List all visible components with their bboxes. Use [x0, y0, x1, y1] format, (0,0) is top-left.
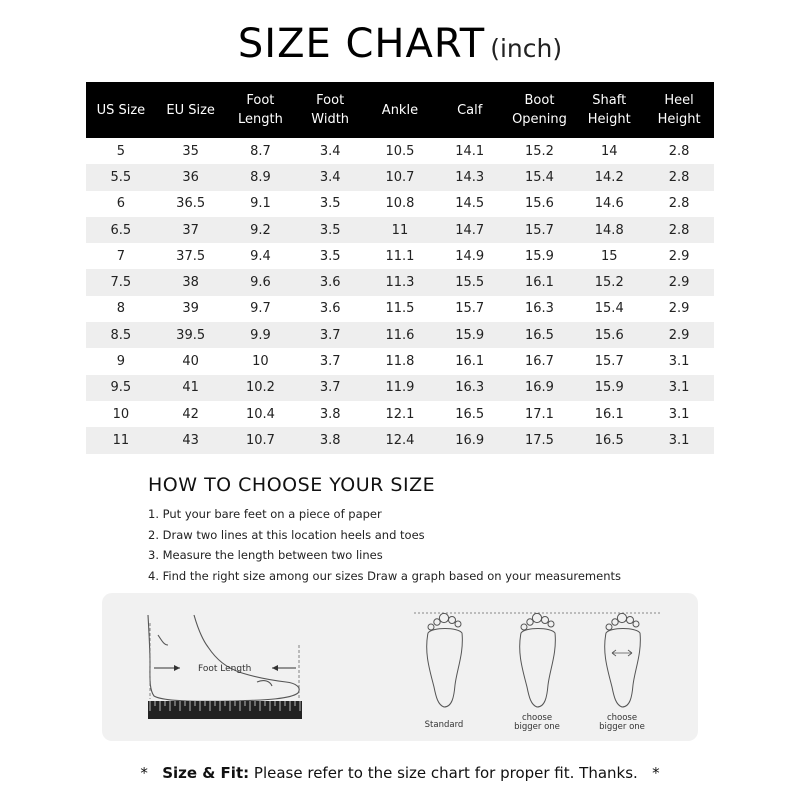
howto-steps [148, 504, 621, 586]
howto-step: 1. Put your bare feet on a piece of paper [148, 507, 382, 521]
table-cell: 3.5 [319, 196, 341, 212]
table-cell: 8 [116, 301, 126, 317]
table-cell: 15.7 [594, 354, 624, 370]
table-cell: 11.5 [385, 301, 415, 317]
table-row [86, 348, 714, 374]
table-cell: 41 [156, 375, 226, 401]
table-cell: 39.5 [156, 322, 226, 348]
column-header-line: Length [237, 112, 283, 127]
table-cell: 3.7 [319, 354, 341, 370]
table-row [86, 164, 714, 190]
table-cell: 38 [156, 269, 226, 295]
table-cell: 3.6 [295, 269, 365, 295]
column-header [574, 82, 644, 138]
table-cell: 3.6 [319, 301, 341, 317]
size-chart-table [86, 82, 714, 454]
column-header [365, 82, 435, 138]
table-row [86, 217, 714, 243]
measure-diagram [102, 593, 698, 741]
table-body [86, 138, 714, 454]
column-header-line: Height [587, 112, 631, 127]
foot-length-arrow-left [154, 665, 180, 671]
table-cell: 15.6 [574, 322, 644, 348]
table-cell: 16.5 [505, 322, 575, 348]
column-header-line: Foot [316, 93, 345, 108]
column-header [644, 82, 714, 138]
table-cell: 9.4 [250, 248, 271, 264]
table-cell: 16.3 [525, 301, 554, 317]
table-cell: 17.5 [505, 427, 575, 453]
foot-label-line: choose [606, 713, 638, 723]
table-cell: 3.1 [644, 375, 714, 401]
table-cell: 36 [156, 164, 226, 190]
footer-label: Size & Fit: [162, 764, 250, 782]
table-cell: 39 [182, 301, 199, 317]
table-cell: 2.9 [668, 248, 690, 264]
column-header [295, 82, 365, 138]
column-header-line: Heel [664, 93, 694, 108]
table-cell: 15.5 [435, 269, 505, 295]
table-cell: 15 [600, 248, 618, 264]
table-cell: 8.9 [226, 164, 296, 190]
footer-star-right: * [652, 764, 660, 782]
table-cell: 3.5 [319, 248, 341, 264]
table-cell: 9.9 [226, 322, 296, 348]
table-row [86, 375, 714, 401]
table-cell: 3.4 [295, 164, 365, 190]
table-cell: 14.2 [574, 164, 644, 190]
column-header-line: Opening [512, 112, 567, 127]
table-cell: 3.1 [668, 406, 690, 422]
howto-step: 3. Measure the length between two lines [148, 548, 383, 562]
table-cell: 15.9 [574, 375, 644, 401]
column-header-line: Shaft [592, 93, 627, 108]
table-cell: 8.5 [86, 322, 156, 348]
table-cell: 9.6 [226, 269, 296, 295]
table-row [86, 243, 714, 269]
footprint-bigger-one [605, 613, 641, 707]
column-header [86, 82, 156, 138]
column-header-line: EU Size [166, 102, 215, 118]
column-header-line: Foot [246, 93, 275, 108]
table-row [86, 191, 714, 217]
table-cell: 3.8 [319, 406, 341, 422]
table-cell: 7.5 [86, 269, 156, 295]
table-cell: 12.1 [385, 406, 415, 422]
table-cell: 2.9 [668, 301, 690, 317]
table-cell: 9.7 [250, 301, 271, 317]
table-row [86, 296, 714, 322]
table-cell: 11.6 [365, 322, 435, 348]
ruler [148, 701, 302, 719]
table-cell: 9.1 [250, 196, 271, 212]
column-header-line: US Size [96, 102, 146, 118]
table-cell: 10.7 [226, 427, 296, 453]
table-cell: 2.8 [668, 196, 690, 212]
table-cell: 14.7 [435, 217, 505, 243]
footer-star-left: * [140, 764, 148, 782]
table-cell: 7 [116, 248, 126, 264]
table-cell: 42 [182, 406, 199, 422]
table-cell: 11 [86, 427, 156, 453]
table-cell: 9 [116, 354, 126, 370]
table-cell: 9.2 [226, 217, 296, 243]
table-cell: 10.7 [365, 164, 435, 190]
footer-note [0, 764, 800, 782]
table-cell: 10 [252, 354, 269, 370]
table-cell: 10.8 [385, 196, 415, 212]
table-cell: 15.2 [574, 269, 644, 295]
table-cell: 37 [156, 217, 226, 243]
table-cell: 5 [116, 143, 126, 159]
table-cell: 10.4 [245, 406, 275, 422]
table-cell: 16.5 [455, 406, 485, 422]
foot-label-line: choose [521, 713, 553, 723]
foot-label-standard: Standard [424, 720, 464, 730]
howto-title: HOW TO CHOOSE YOUR SIZE [148, 474, 436, 496]
column-header-line: Ankle [381, 102, 419, 118]
table-row [86, 269, 714, 295]
table-cell: 11.3 [365, 269, 435, 295]
table-cell: 6 [116, 196, 126, 212]
column-header [156, 82, 226, 138]
table-cell: 15.2 [525, 143, 554, 159]
side-foot-illustration [148, 615, 299, 701]
table-cell: 3.1 [644, 427, 714, 453]
table-cell: 16.1 [594, 406, 624, 422]
table-cell: 8.7 [250, 143, 271, 159]
table-cell: 15.7 [455, 301, 485, 317]
table-cell: 15.9 [435, 322, 505, 348]
table-cell: 15.4 [594, 301, 624, 317]
table-cell: 11.8 [385, 354, 415, 370]
table-cell: 15.9 [525, 248, 554, 264]
table-row [86, 138, 714, 164]
table-cell: 3.4 [319, 143, 341, 159]
table-cell: 12.4 [365, 427, 435, 453]
table-row [86, 427, 714, 453]
table-cell: 14.8 [574, 217, 644, 243]
table-cell: 3.1 [668, 354, 690, 370]
table-cell: 2.9 [644, 322, 714, 348]
table-cell: 16.1 [455, 354, 485, 370]
title-main: SIZE CHART [237, 21, 486, 67]
table-cell: 14.6 [594, 196, 624, 212]
table-cell: 17.1 [525, 406, 554, 422]
foot-length-arrow-right [272, 665, 296, 671]
table-cell: 6.5 [86, 217, 156, 243]
table-cell: 15.6 [525, 196, 554, 212]
column-header-line: Width [311, 112, 350, 127]
column-header-line: Height [657, 112, 701, 127]
column-header [505, 82, 575, 138]
column-header-line: Calf [457, 102, 483, 118]
column-header-line: Boot [524, 93, 555, 108]
page-title [0, 18, 800, 78]
table-cell: 43 [156, 427, 226, 453]
table-cell: 3.5 [295, 217, 365, 243]
foot-label-line: bigger one [599, 722, 645, 732]
table-cell: 2.8 [644, 217, 714, 243]
table-cell: 14.9 [455, 248, 485, 264]
table-cell: 15.7 [505, 217, 575, 243]
table-cell: 15.4 [505, 164, 575, 190]
howto-step: 4. Find the right size among our sizes Draw a graph based on your measurements [148, 568, 621, 583]
measure-diagram-panel [102, 593, 698, 741]
table-header-row [86, 82, 714, 138]
column-header [226, 82, 296, 138]
foot-length-label: Foot Length [198, 664, 252, 674]
table-cell: 16.3 [435, 375, 505, 401]
table-cell: 14 [600, 143, 618, 159]
table-cell: 3.8 [295, 427, 365, 453]
column-header [435, 82, 505, 138]
table-cell: 3.7 [295, 375, 365, 401]
table-cell: 2.8 [644, 164, 714, 190]
width-arrow [612, 650, 632, 656]
table-cell: 11 [365, 217, 435, 243]
table-row [86, 401, 714, 427]
table-cell: 2.9 [644, 269, 714, 295]
table-cell: 9.5 [86, 375, 156, 401]
footprint-bigger-one [520, 613, 556, 707]
table-cell: 11.9 [365, 375, 435, 401]
table-cell: 16.7 [525, 354, 554, 370]
howto-step: 2. Draw two lines at this location heels and toes [148, 527, 425, 542]
table-cell: 14.3 [435, 164, 505, 190]
table-cell: 2.8 [668, 143, 690, 159]
table-cell: 40 [182, 354, 199, 370]
table-cell: 16.1 [505, 269, 575, 295]
table-cell: 14.1 [455, 143, 485, 159]
footprint-standard [427, 613, 463, 707]
table-cell: 16.5 [574, 427, 644, 453]
table-row [86, 322, 714, 348]
foot-label-line: bigger one [514, 722, 560, 732]
table-cell: 16.9 [435, 427, 505, 453]
table-cell: 37.5 [176, 248, 206, 264]
table-cell: 36.5 [176, 196, 206, 212]
table-cell: 35 [182, 143, 199, 159]
table-cell: 14.5 [455, 196, 485, 212]
table-cell: 10 [112, 406, 130, 422]
footer-text: Please refer to the size chart for proper fit. Thanks. [253, 764, 638, 782]
table-cell: 16.9 [505, 375, 575, 401]
table-cell: 10.2 [226, 375, 296, 401]
table-cell: 10.5 [385, 143, 415, 159]
table-cell: 11.1 [385, 248, 415, 264]
table-cell: 5.5 [86, 164, 156, 190]
table-cell: 3.7 [295, 322, 365, 348]
title-unit: (inch) [490, 34, 563, 63]
